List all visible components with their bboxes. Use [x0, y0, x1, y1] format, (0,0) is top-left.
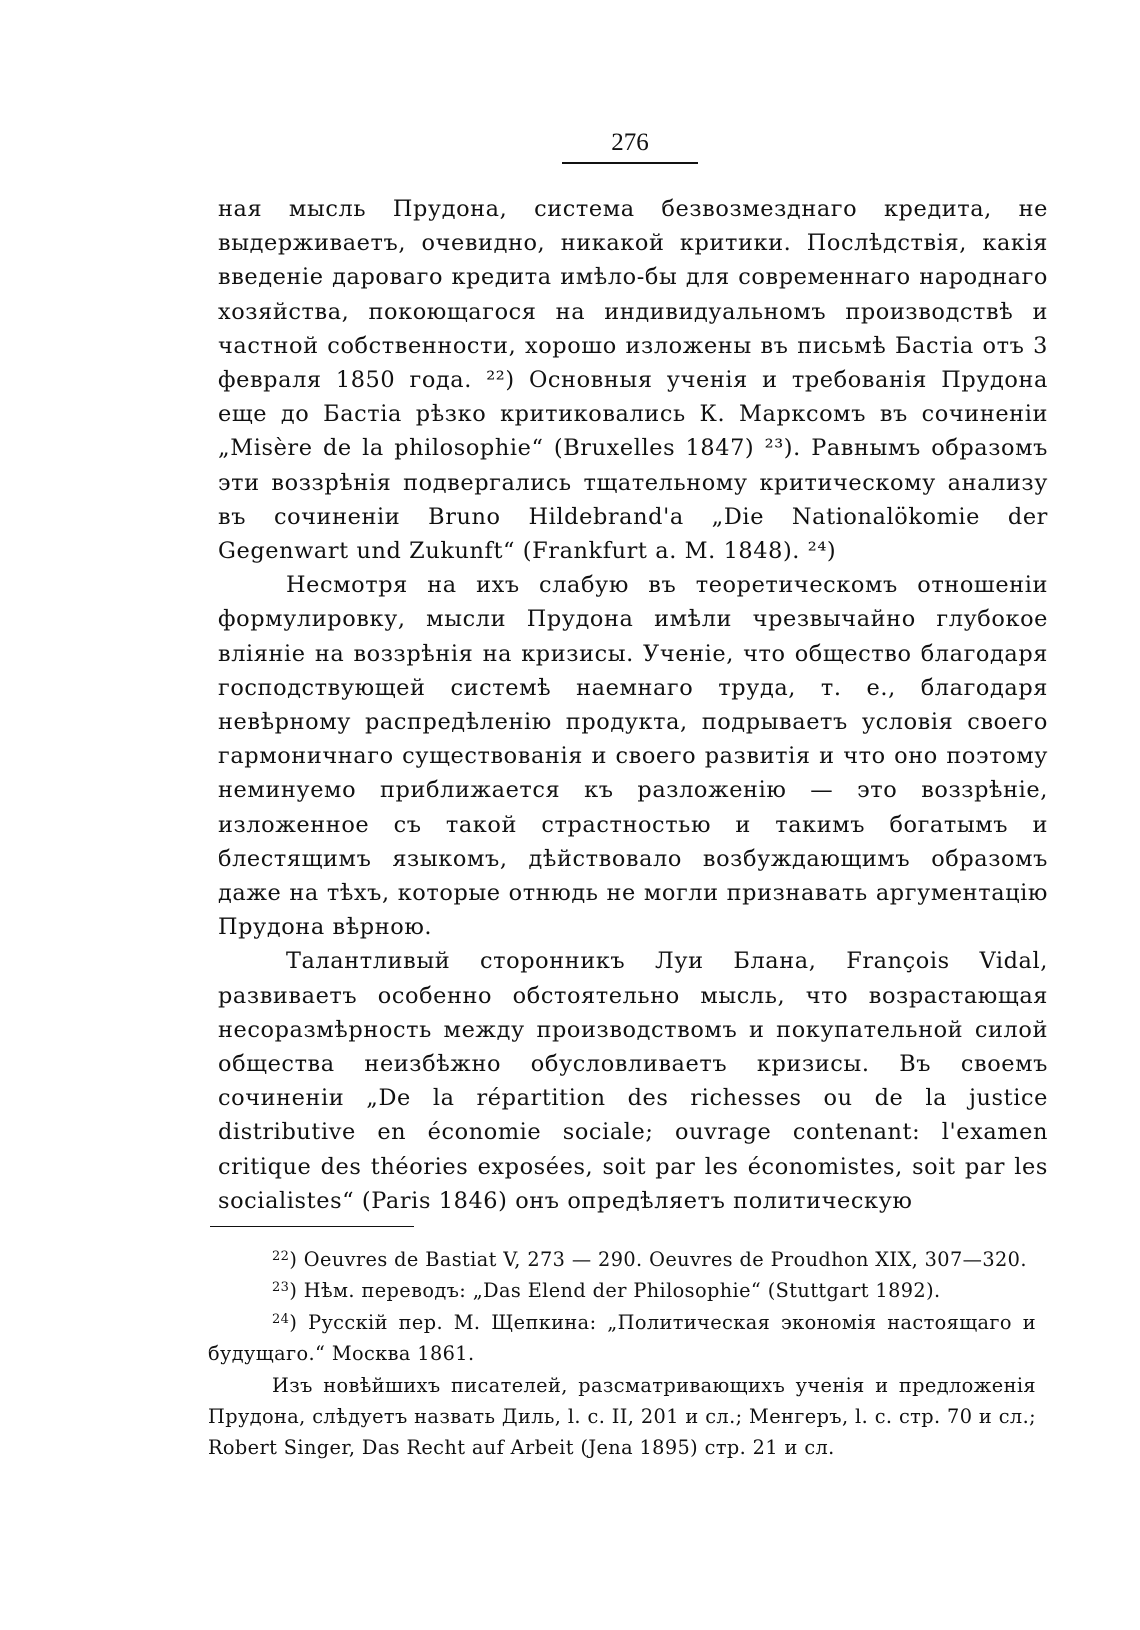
footnote-24-continuation: Изъ новѣйшихъ писателей, разсматривающихъ ученія и предложенія Прудона, слѣдуетъ назвать Диль, l. c. II, 201 и сл.; Менгеръ, l. c. стр. 70 и сл.; Robert Singer, Das Recht auf Arbeit (Jena 1895) стр. 21 и сл.	[208, 1373, 1036, 1460]
footnote-separator	[210, 1226, 414, 1227]
footnote-22	[208, 1244, 1036, 1275]
footnote-23-text: ) Нѣм. переводъ: „Das Elend der Philosophie“ (Stuttgart 1892).	[289, 1279, 941, 1303]
footnote-22-mark: 22	[272, 1249, 290, 1264]
footnote-24-text: ) Русскій пер. М. Щепкина: „Политическая экономія настоящаго и будущаго.“ Москва 1861.	[208, 1310, 1036, 1366]
footnote-24	[208, 1307, 1036, 1370]
footnote-23	[208, 1275, 1036, 1306]
page-number-rule	[562, 162, 698, 164]
footnote-23-mark: 23	[272, 1280, 290, 1296]
paragraph-3: Талантливый сторонникъ Луи Блана, François Vidal, развиваетъ особенно обстоятельно мысль, что возрастающая несоразмѣрность между производствомъ и покупательной силой общества неизбѣжно обусловливаетъ кризисы. Въ своемъ сочиненіи „De la répartition des richesses ou de la justice distributive en économie sociale; ouvrage contenant: l'examen critique des théories exposées, soit par les économistes, soit par les socialistes“ (Paris 1846) онъ опредѣляетъ политическую	[218, 948, 1048, 1214]
footnote-22-text: ) Oeuvres de Bastiat V, 273 — 290. Oeuvres de Proudhon XIX, 307—320.	[289, 1248, 1027, 1271]
main-text	[218, 192, 1048, 1218]
paragraph-1: ная мысль Прудона, система безвозмезднаго кредита, не выдерживаетъ, очевидно, никакой критики. Послѣдствія, какія введеніе дароваго кредита имѣло-бы для современнаго народнаго хозяйства, покоющагося на индивидуальномъ производствѣ и частной собственности, хорошо изложены въ письмѣ Бастіа отъ 3 февраля 1850 года. ²²) Основныя ученія и требованія Прудона еще до Бастіа рѣзко критиковались К. Марксомъ въ сочиненіи „Misère de la philosophie“ (Bruxelles 1847) ²³). Равнымъ образомъ эти воззрѣнія подвергались тщательному критическому анализу въ сочиненіи Bruno Hildebrand'a „Die Nationalökomie der Gegenwart und Zukunft“ (Frankfurt a. M. 1848). ²⁴)	[218, 196, 1048, 565]
paragraph-2: Несмотря на ихъ слабую въ теоретическомъ отношеніи формулировку, мысли Прудона имѣли чрезвычайно глубокое вліяніе на воззрѣнія на кризисы. Ученіе, что общество благодаря господствующей системѣ наемнаго труда, т. е., благодаря невѣрному распредѣленію продукта, подрываетъ условія своего гармоничнаго существованія и своего развитія и что оно поэтому неминуемо приближается къ разложенію — это воззрѣніе, изложенное съ такой страстностью и такимъ богатымъ и блестящимъ языкомъ, дѣйствовало возбуждающимъ образомъ даже на тѣхъ, которые отнюдь не могли признавать аргументацію Прудона вѣрною.	[218, 572, 1048, 941]
footnotes	[208, 1244, 1036, 1464]
page-number: 276	[611, 129, 649, 156]
footnote-24-mark: 24	[272, 1311, 290, 1327]
